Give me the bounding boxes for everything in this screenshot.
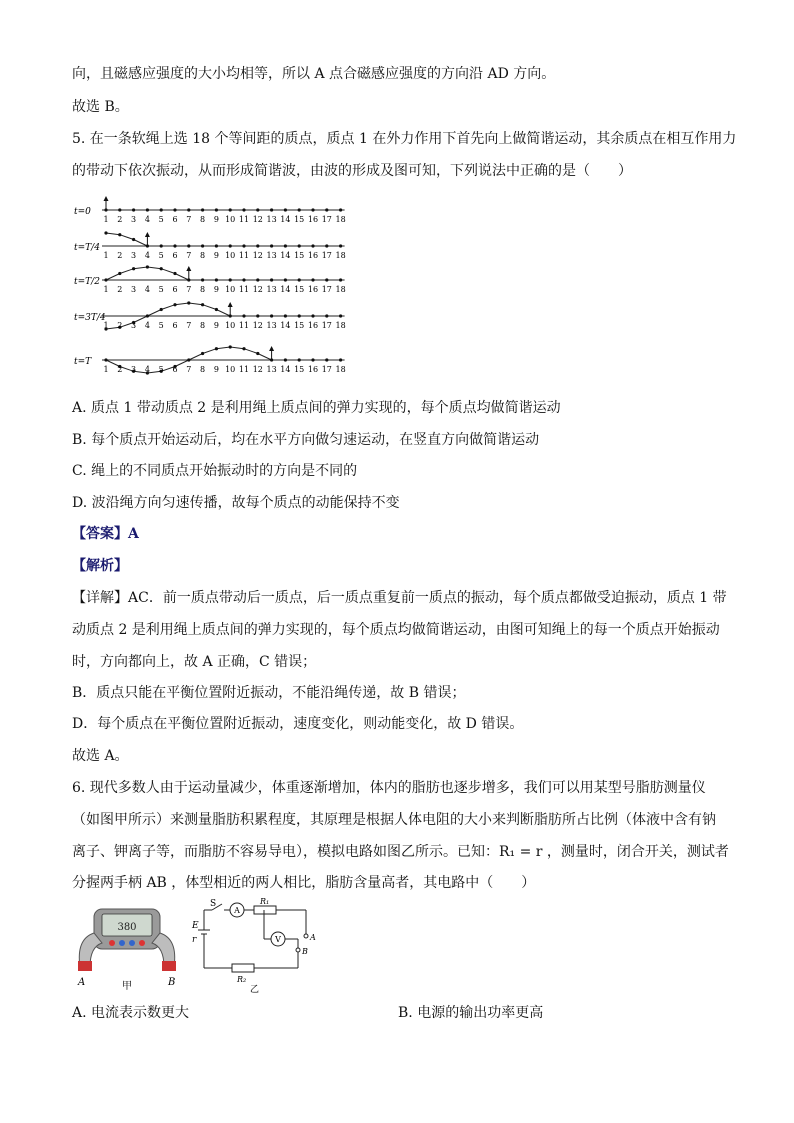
particle (325, 208, 328, 211)
particle (118, 233, 121, 236)
particle (201, 208, 204, 211)
particle-number: 1 (103, 285, 109, 294)
particle (229, 244, 232, 247)
text-line: 故选 B。 (72, 99, 129, 115)
internal-resistance-label: r (192, 935, 197, 945)
particle (187, 244, 190, 247)
particle-number: 8 (200, 285, 206, 294)
particle (270, 244, 273, 247)
detail-line: 时，方向都向上，故 A 正确，C 错误； (72, 654, 317, 670)
particle (339, 208, 342, 211)
particle-number: 18 (335, 365, 346, 374)
particle (160, 308, 163, 311)
particle-number: 18 (335, 321, 346, 330)
particle-number: 1 (103, 321, 109, 330)
particle (256, 208, 259, 211)
particle (242, 314, 245, 317)
analysis-heading: 【解析】 (72, 558, 128, 574)
particle-number: 10 (225, 365, 236, 374)
particle-number: 3 (131, 251, 137, 260)
particle-number: 4 (144, 215, 150, 224)
particle (270, 314, 273, 317)
particle-number: 2 (117, 321, 123, 330)
particle-number: 18 (335, 285, 346, 294)
particle (132, 238, 135, 241)
particle-number: 14 (280, 365, 291, 374)
particle (256, 314, 259, 317)
particle-number: 14 (280, 251, 291, 260)
particle-number: 5 (158, 365, 164, 374)
particle (325, 244, 328, 247)
particle-number: 4 (144, 321, 150, 330)
particle (325, 314, 328, 317)
question-6-stem: 分握两手柄 AB ，体型相近的两人相比，脂肪含量高者，其电路中（ ） (72, 875, 536, 891)
emf-label: E (192, 921, 199, 931)
particle-number: 17 (321, 321, 332, 330)
particle-number: 8 (200, 321, 206, 330)
particle-number: 17 (321, 365, 332, 374)
detail-line: D．每个质点在平衡位置附近振动，速度变化，则动能变化，故 D 错误。 (72, 716, 524, 732)
detail-line: 故选 A。 (72, 748, 129, 764)
particle (173, 208, 176, 211)
particle-number: 6 (172, 285, 178, 294)
particle (311, 278, 314, 281)
handle-label-b: B (168, 977, 176, 988)
particle-number: 6 (172, 215, 178, 224)
particle (284, 244, 287, 247)
particle (311, 314, 314, 317)
particle (104, 231, 107, 234)
particle (118, 208, 121, 211)
particle-number: 11 (238, 215, 250, 224)
fat-meter-device-image (72, 905, 182, 991)
particle (270, 278, 273, 281)
particle-number: 12 (252, 285, 263, 294)
time-label: t=0 (74, 207, 91, 217)
circuit-diagram (190, 896, 330, 996)
particle (298, 244, 301, 247)
particle-number: 8 (200, 365, 206, 374)
particle-number: 4 (144, 285, 150, 294)
particle-number: 15 (294, 251, 305, 260)
particle (118, 272, 121, 275)
particle-number: 6 (172, 365, 178, 374)
figure-caption-yi: 乙 (250, 985, 260, 995)
particle (339, 244, 342, 247)
particle-number: 4 (144, 365, 150, 374)
particle (215, 308, 218, 311)
particle-number: 7 (186, 215, 192, 224)
particle (173, 272, 176, 275)
particle-number: 15 (294, 321, 305, 330)
particle-number: 3 (131, 285, 137, 294)
particle-number: 17 (321, 215, 332, 224)
particle (242, 208, 245, 211)
particle-number: 11 (238, 365, 250, 374)
particle (160, 267, 163, 270)
particle (173, 303, 176, 306)
particle-number: 2 (117, 285, 123, 294)
handle-label-a: A (78, 977, 86, 988)
particle (201, 303, 204, 306)
particle (173, 244, 176, 247)
answer: 【答案】A (72, 526, 139, 542)
switch-label: S (210, 899, 217, 909)
particle (325, 358, 328, 361)
particle (229, 208, 232, 211)
particle-number: 14 (280, 321, 291, 330)
particle (339, 278, 342, 281)
particle (284, 208, 287, 211)
particle (256, 244, 259, 247)
particle-number: 1 (103, 365, 109, 374)
particle (187, 301, 190, 304)
particle (160, 208, 163, 211)
particle-number: 5 (158, 285, 164, 294)
particle (229, 278, 232, 281)
particle (104, 278, 107, 281)
particle-number: 15 (294, 215, 305, 224)
particle-number: 5 (158, 251, 164, 260)
particle-number: 14 (280, 285, 291, 294)
particle (201, 244, 204, 247)
particle-number: 16 (307, 285, 319, 294)
question-5-stem: 5. 在一条软绳上选 18 个等间距的质点，质点 1 在外力作用下首先向上做简谐运动，其余质点在相互作用力 (72, 131, 737, 147)
question-5-stem: 的带动下依次振动，从而形成简谐波，由波的形成及图可知，下列说法中正确的是（ ） (72, 163, 632, 179)
text-line: 向，且磁感应强度的大小均相等，所以 A 点合磁感应强度的方向沿 AD 方向。 (72, 66, 556, 82)
particle-number: 9 (213, 215, 219, 224)
particle-number: 1 (103, 215, 109, 224)
option-b: B. 每个质点开始运动后，均在水平方向做匀速运动，在竖直方向做简谐运动 (72, 432, 540, 448)
particle-number: 17 (321, 285, 332, 294)
particle-number: 7 (186, 285, 192, 294)
particle (242, 347, 245, 350)
particle-number: 9 (213, 285, 219, 294)
particle-number: 1 (103, 251, 109, 260)
question-6-stem: （如图甲所示）来测量脂肪积累程度，其原理是根据人体电阻的大小来判断脂肪所占比例（体液中含有钠 (72, 812, 716, 828)
particle (132, 208, 135, 211)
particle-number: 13 (266, 365, 277, 374)
option-a: A. 质点 1 带动质点 2 是利用绳上质点间的弹力实现的，每个质点均做简谐运动 (72, 400, 561, 416)
particle (146, 265, 149, 268)
particle-number: 7 (186, 251, 192, 260)
voltmeter-label: V (275, 935, 281, 944)
particle-number: 13 (266, 251, 277, 260)
time-label: t=3T/4 (74, 313, 106, 323)
particle (132, 267, 135, 270)
particle (339, 358, 342, 361)
particle (298, 208, 301, 211)
particle-number: 11 (238, 251, 250, 260)
device-screen-text: 380 (117, 922, 137, 933)
particle-number: 14 (280, 215, 291, 224)
particle (270, 208, 273, 211)
q6-option-a: A. 电流表示数更大 (72, 1005, 190, 1021)
particle (298, 278, 301, 281)
particle (187, 208, 190, 211)
particle (215, 244, 218, 247)
time-label: t=T (74, 357, 92, 367)
particle-number: 2 (117, 365, 123, 374)
particle-number: 16 (307, 215, 319, 224)
particle (201, 278, 204, 281)
particle (146, 314, 149, 317)
wave-formation-figure (74, 196, 354, 386)
time-label: t=T/4 (74, 243, 100, 253)
particle (242, 278, 245, 281)
particle-number: 9 (213, 321, 219, 330)
particle-number: 7 (186, 321, 192, 330)
q6-option-b: B. 电源的输出功率更高 (398, 1005, 544, 1021)
particle (215, 208, 218, 211)
r1-label: R₁ (260, 897, 270, 906)
particle (160, 244, 163, 247)
particle-number: 12 (252, 215, 263, 224)
particle-number: 16 (307, 321, 319, 330)
particle (215, 278, 218, 281)
particle (215, 347, 218, 350)
particle (298, 358, 301, 361)
particle-number: 18 (335, 251, 346, 260)
figure-caption-jia: 甲 (122, 981, 132, 991)
particle-number: 3 (131, 215, 137, 224)
particle (325, 278, 328, 281)
particle-number: 5 (158, 321, 164, 330)
particle-number: 4 (144, 251, 150, 260)
particle-number: 12 (252, 365, 263, 374)
particle-number: 10 (225, 321, 236, 330)
particle-number: 6 (172, 251, 178, 260)
option-c: C. 绳上的不同质点开始振动时的方向是不同的 (72, 463, 358, 479)
particle (201, 352, 204, 355)
particle-number: 13 (266, 285, 277, 294)
particle (229, 345, 232, 348)
time-label: t=T/2 (74, 277, 100, 287)
option-d: D. 波沿绳方向匀速传播，故每个质点的动能保持不变 (72, 495, 400, 511)
r2-label: R₂ (237, 975, 247, 984)
particle-number: 15 (294, 365, 305, 374)
particle-number: 5 (158, 215, 164, 224)
particle (256, 278, 259, 281)
particle (256, 352, 259, 355)
particle-number: 10 (225, 215, 236, 224)
particle-number: 8 (200, 215, 206, 224)
particle-number: 17 (321, 251, 332, 260)
particle (284, 358, 287, 361)
particle-number: 6 (172, 321, 178, 330)
particle-number: 11 (238, 321, 250, 330)
particle (298, 314, 301, 317)
particle-number: 11 (238, 285, 250, 294)
particle (339, 314, 342, 317)
particle-number: 9 (213, 251, 219, 260)
question-6-stem: 6. 现代多数人由于运动量减少，体重逐渐增加，体内的脂肪也逐步增多，我们可以用某型号脂肪测量仪 (72, 780, 706, 796)
particle (146, 208, 149, 211)
question-6-stem: 离子、钾离子等，而脂肪不容易导电），模拟电路如图乙所示。已知：R₁ = r ，测量时，闭合开关，测试者 (72, 844, 729, 860)
particle-number: 12 (252, 321, 263, 330)
particle-number: 8 (200, 251, 206, 260)
particle-number: 2 (117, 215, 123, 224)
detail-line: B．质点只能在平衡位置附近振动，不能沿绳传递，故 B 错误； (72, 685, 466, 701)
particle-number: 16 (307, 251, 319, 260)
particle-number: 7 (186, 365, 192, 374)
particle-number: 12 (252, 251, 263, 260)
terminal-a-label: A (310, 933, 316, 942)
particle (187, 358, 190, 361)
particle-number: 10 (225, 285, 236, 294)
particle (311, 358, 314, 361)
particle (311, 244, 314, 247)
detail-line: 动质点 2 是利用绳上质点间的弹力实现的，每个质点均做简谐运动，由图可知绳上的每一个质点开始振动 (72, 622, 720, 638)
particle-number: 9 (213, 365, 219, 374)
particle (104, 358, 107, 361)
particle-number: 3 (131, 321, 137, 330)
particle-number: 3 (131, 365, 137, 374)
particle (242, 244, 245, 247)
particle-number: 16 (307, 365, 319, 374)
particle-number: 13 (266, 215, 277, 224)
particle-number: 2 (117, 251, 123, 260)
ammeter-label: A (234, 906, 240, 915)
terminal-b-label: B (302, 947, 308, 956)
particle-number: 15 (294, 285, 305, 294)
particle-number: 13 (266, 321, 277, 330)
detail-line: 【详解】AC．前一质点带动后一质点，后一质点重复前一质点的振动，每个质点都做受迫振动，质点 1 带 (72, 590, 727, 606)
particle (311, 208, 314, 211)
particle-number: 18 (335, 215, 346, 224)
particle (284, 314, 287, 317)
particle (284, 278, 287, 281)
particle-number: 10 (225, 251, 236, 260)
